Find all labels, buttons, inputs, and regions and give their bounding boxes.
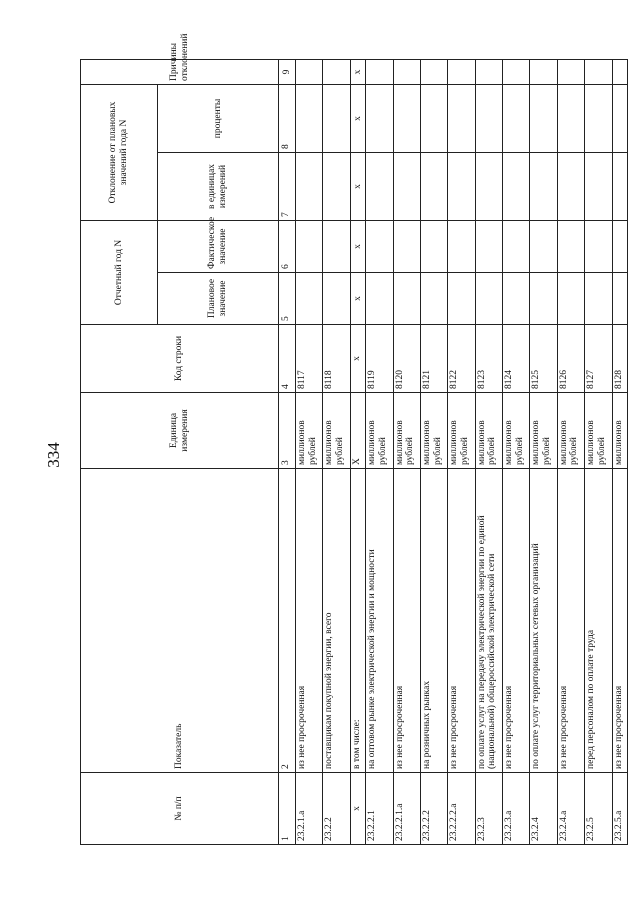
row-indicator: по оплате услуг территориальных сетевых организаций bbox=[530, 469, 557, 773]
header-deviation: Отклонение от плановых значений года N bbox=[81, 84, 158, 220]
row-indicator: из нее просроченная bbox=[557, 469, 584, 773]
row-reason: х bbox=[350, 59, 365, 84]
row-unit: миллионов рублей bbox=[585, 393, 612, 469]
row-code: 8125 bbox=[530, 325, 557, 393]
row-code: 8128 bbox=[612, 325, 628, 393]
col-number: 1 bbox=[279, 773, 296, 845]
col-number: 4 bbox=[279, 325, 296, 393]
row-actual bbox=[323, 220, 350, 272]
row-dev-units bbox=[448, 152, 475, 220]
table-row bbox=[420, 59, 447, 844]
row-dev-units bbox=[323, 152, 350, 220]
row-reason bbox=[557, 59, 584, 84]
row-actual bbox=[366, 220, 393, 272]
row-dev-pct: х bbox=[350, 84, 365, 152]
table-body bbox=[279, 59, 628, 844]
row-actual bbox=[475, 220, 502, 272]
row-num: 23.2.3.а bbox=[503, 773, 530, 845]
row-reason bbox=[296, 59, 323, 84]
row-num: 23.2.2.1.а bbox=[393, 773, 420, 845]
row-actual bbox=[448, 220, 475, 272]
row-code: 8121 bbox=[420, 325, 447, 393]
row-dev-units bbox=[475, 152, 502, 220]
table-row bbox=[350, 59, 365, 844]
table-row bbox=[366, 59, 393, 844]
col-number: 3 bbox=[279, 393, 296, 469]
row-dev-pct bbox=[557, 84, 584, 152]
row-planned bbox=[557, 273, 584, 325]
row-unit: миллионов рублей bbox=[420, 393, 447, 469]
row-dev-units bbox=[393, 152, 420, 220]
row-actual bbox=[393, 220, 420, 272]
row-unit: миллионов рублей bbox=[503, 393, 530, 469]
row-num: 23.2.3 bbox=[475, 773, 502, 845]
col-number: 2 bbox=[279, 469, 296, 773]
row-dev-units bbox=[503, 152, 530, 220]
table-row bbox=[612, 59, 628, 844]
table-row bbox=[393, 59, 420, 844]
row-planned bbox=[366, 273, 393, 325]
header-planned: Плановое значение bbox=[158, 273, 279, 325]
header-unit: Единица измерения bbox=[81, 393, 279, 469]
header-percent: проценты bbox=[158, 84, 279, 152]
header-row-main bbox=[81, 59, 158, 844]
row-dev-pct bbox=[448, 84, 475, 152]
row-actual bbox=[420, 220, 447, 272]
row-unit: миллионов рублей bbox=[557, 393, 584, 469]
row-dev-pct bbox=[296, 84, 323, 152]
row-planned bbox=[448, 273, 475, 325]
row-indicator: из нее просроченная bbox=[448, 469, 475, 773]
row-actual bbox=[530, 220, 557, 272]
row-num: 23.2.2.1 bbox=[366, 773, 393, 845]
row-dev-units bbox=[530, 152, 557, 220]
row-reason bbox=[393, 59, 420, 84]
header-indicator: Показатель bbox=[81, 469, 279, 773]
row-planned bbox=[503, 273, 530, 325]
row-indicator: на розничных рынках bbox=[420, 469, 447, 773]
row-dev-pct bbox=[393, 84, 420, 152]
col-number: 8 bbox=[279, 84, 296, 152]
row-indicator: из нее просроченная bbox=[503, 469, 530, 773]
header-reasons: Причины отклонений bbox=[81, 59, 279, 84]
table-row bbox=[323, 59, 350, 844]
row-num: 23.2.1.а bbox=[296, 773, 323, 845]
row-dev-units bbox=[420, 152, 447, 220]
row-planned bbox=[296, 273, 323, 325]
table-row bbox=[475, 59, 502, 844]
row-num: 23.2.2 bbox=[323, 773, 350, 845]
row-actual bbox=[585, 220, 612, 272]
row-dev-pct bbox=[530, 84, 557, 152]
row-actual bbox=[503, 220, 530, 272]
row-code: 8120 bbox=[393, 325, 420, 393]
header-code: Код строки bbox=[81, 325, 279, 393]
row-planned bbox=[612, 273, 628, 325]
row-dev-units bbox=[557, 152, 584, 220]
table-row bbox=[585, 59, 612, 844]
row-reason bbox=[323, 59, 350, 84]
row-dev-units bbox=[612, 152, 628, 220]
row-unit: миллионов рублей bbox=[475, 393, 502, 469]
col-number: 7 bbox=[279, 152, 296, 220]
row-num: 23.2.4 bbox=[530, 773, 557, 845]
row-planned: х bbox=[350, 273, 365, 325]
row-code: 8117 bbox=[296, 325, 323, 393]
row-planned bbox=[323, 273, 350, 325]
header-actual: Фактическое значение bbox=[158, 220, 279, 272]
row-indicator: поставщикам покупной энергии, всего bbox=[323, 469, 350, 773]
row-planned bbox=[420, 273, 447, 325]
report-table bbox=[80, 33, 628, 845]
rotated-table-wrapper bbox=[80, 33, 628, 845]
row-dev-units: х bbox=[350, 152, 365, 220]
row-num: 23.2.2.2.а bbox=[448, 773, 475, 845]
header-in-units: в единицах измерений bbox=[158, 152, 279, 220]
table-row bbox=[448, 59, 475, 844]
row-num: 23.2.4.а bbox=[557, 773, 584, 845]
col-number: 9 bbox=[279, 59, 296, 84]
row-dev-units bbox=[366, 152, 393, 220]
row-actual: х bbox=[350, 220, 365, 272]
col-number: 5 bbox=[279, 273, 296, 325]
row-dev-pct bbox=[585, 84, 612, 152]
table-row bbox=[530, 59, 557, 844]
row-num: х bbox=[350, 773, 365, 845]
row-code: 8119 bbox=[366, 325, 393, 393]
row-reason bbox=[503, 59, 530, 84]
row-code: 8127 bbox=[585, 325, 612, 393]
row-actual bbox=[612, 220, 628, 272]
row-reason bbox=[366, 59, 393, 84]
column-number-row bbox=[279, 59, 296, 844]
row-planned bbox=[585, 273, 612, 325]
row-code: 8126 bbox=[557, 325, 584, 393]
row-code: 8118 bbox=[323, 325, 350, 393]
row-code: 8122 bbox=[448, 325, 475, 393]
row-unit: миллионов рублей bbox=[366, 393, 393, 469]
row-unit: миллионов рублей bbox=[393, 393, 420, 469]
row-actual bbox=[296, 220, 323, 272]
row-indicator: из нее просроченная bbox=[296, 469, 323, 773]
row-planned bbox=[475, 273, 502, 325]
row-reason bbox=[530, 59, 557, 84]
row-unit: миллионов рублей bbox=[530, 393, 557, 469]
row-dev-pct bbox=[475, 84, 502, 152]
row-num: 23.2.2.2 bbox=[420, 773, 447, 845]
row-unit: Х bbox=[350, 393, 365, 469]
row-indicator: в том числе: bbox=[350, 469, 365, 773]
row-unit: миллионов рублей bbox=[296, 393, 323, 469]
row-indicator: на оптовом рынке электрической энергии и мощности bbox=[366, 469, 393, 773]
col-number: 6 bbox=[279, 220, 296, 272]
row-dev-pct bbox=[420, 84, 447, 152]
row-dev-pct bbox=[323, 84, 350, 152]
row-indicator: по оплате услуг на передачу электрической энергии по единой (национальной) общероссийской электрической сети bbox=[475, 469, 502, 773]
row-unit: миллионов bbox=[612, 393, 628, 469]
row-reason bbox=[448, 59, 475, 84]
row-code: 8124 bbox=[503, 325, 530, 393]
header-report-year: Отчетный год N bbox=[81, 220, 158, 324]
row-indicator: перед персоналом по оплате труда bbox=[585, 469, 612, 773]
row-reason bbox=[420, 59, 447, 84]
row-num: 23.2.5 bbox=[585, 773, 612, 845]
row-planned bbox=[530, 273, 557, 325]
row-reason bbox=[585, 59, 612, 84]
row-indicator: из нее просроченная bbox=[393, 469, 420, 773]
row-code: 8123 bbox=[475, 325, 502, 393]
row-unit: миллионов рублей bbox=[323, 393, 350, 469]
table-row bbox=[296, 59, 323, 844]
row-dev-pct bbox=[366, 84, 393, 152]
row-actual bbox=[557, 220, 584, 272]
row-dev-pct bbox=[503, 84, 530, 152]
row-planned bbox=[393, 273, 420, 325]
row-dev-pct bbox=[612, 84, 628, 152]
row-indicator: из нее просроченная bbox=[612, 469, 628, 773]
row-reason bbox=[612, 59, 628, 84]
row-unit: миллионов рублей bbox=[448, 393, 475, 469]
page-number: 334 bbox=[44, 442, 63, 468]
row-dev-units bbox=[296, 152, 323, 220]
header-num: № п/п bbox=[81, 773, 279, 845]
table-row bbox=[503, 59, 530, 844]
row-dev-units bbox=[585, 152, 612, 220]
row-code: х bbox=[350, 325, 365, 393]
table-row bbox=[557, 59, 584, 844]
row-num: 23.2.5.а bbox=[612, 773, 628, 845]
row-reason bbox=[475, 59, 502, 84]
